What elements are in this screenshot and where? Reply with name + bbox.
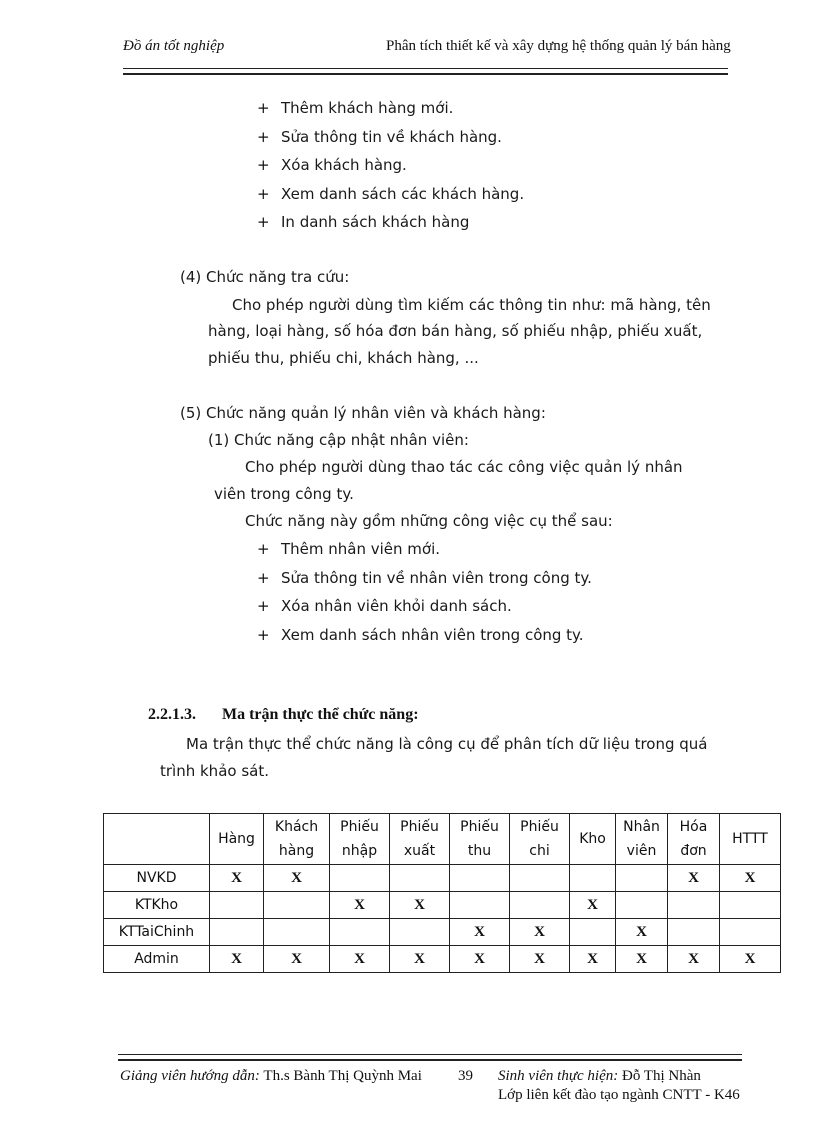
matrix-corner-cell: [104, 814, 210, 865]
plus-bullet-icon: +: [257, 625, 270, 644]
matrix-cell: [390, 919, 450, 946]
matrix-column-header: [264, 814, 330, 865]
matrix-cell: [510, 892, 570, 919]
matrix-intro-line: trình khảo sát.: [160, 762, 269, 780]
matrix-cell: X: [390, 892, 450, 919]
matrix-cell: [390, 865, 450, 892]
plus-bullet-icon: +: [257, 597, 270, 615]
list-item: Sửa thông tin về khách hàng.: [281, 127, 502, 146]
matrix-cell: [264, 919, 330, 946]
matrix-cell: [264, 892, 330, 919]
matrix-cell: X: [616, 946, 668, 973]
matrix-column-header-text: Hóa: [679, 819, 708, 835]
matrix-intro-line: Ma trận thực thể chức năng là công cụ để phân tích dữ liệu trong quá: [186, 735, 708, 753]
matrix-cell: X: [668, 946, 720, 973]
entity-function-matrix: [103, 813, 781, 973]
section-5-line: Cho phép người dùng thao tác các công việc quản lý nhân: [245, 458, 683, 476]
student-label: Sinh viên thực hiện:: [498, 1068, 619, 1084]
advisor-label: Giảng viên hướng dẫn:: [120, 1068, 260, 1084]
header-right-title: Phân tích thiết kế và xây dựng hệ thống quản lý bán hàng: [386, 38, 731, 54]
section-4-line: hàng, loại hàng, số hóa đơn bán hàng, số phiếu nhập, phiếu xuất,: [208, 322, 703, 340]
matrix-cell: [616, 865, 668, 892]
matrix-cell: X: [720, 865, 781, 892]
table-row: [104, 865, 781, 892]
matrix-cell: [720, 892, 781, 919]
matrix-cell: [570, 865, 616, 892]
matrix-column-header-text: Phiếu: [520, 819, 559, 835]
matrix-cell: X: [450, 946, 510, 973]
list-item: Xem danh sách các khách hàng.: [281, 184, 525, 203]
matrix-column-header-text: Khách: [274, 819, 319, 835]
matrix-cell: [510, 865, 570, 892]
matrix-cell: X: [264, 946, 330, 973]
matrix-cell: [668, 892, 720, 919]
advisor-name: Th.s Bành Thị Quỳnh Mai: [263, 1068, 422, 1084]
section-5-subtitle: (1) Chức năng cập nhật nhân viên:: [208, 431, 469, 449]
matrix-cell: X: [720, 946, 781, 973]
plus-bullet-icon: +: [257, 99, 270, 117]
matrix-column-header-text: thu: [467, 843, 492, 859]
section-5-line: Chức năng này gồm những công việc cụ thể sau:: [245, 512, 613, 530]
matrix-column-header-text: Nhân: [623, 819, 660, 835]
matrix-column-header: [450, 814, 510, 865]
matrix-column-header-text: Phiếu: [400, 819, 439, 835]
matrix-column-header: [390, 814, 450, 865]
matrix-column-header-text: chi: [529, 843, 550, 859]
matrix-cell: [210, 919, 264, 946]
plus-bullet-icon: +: [257, 127, 270, 146]
matrix-cell: X: [330, 946, 390, 973]
list-item: Xóa nhân viên khỏi danh sách.: [281, 597, 512, 615]
matrix-cell: X: [450, 919, 510, 946]
matrix-row-label: KTTaiChinh: [104, 919, 210, 946]
matrix-column-header: [616, 814, 668, 865]
section-5-title: (5) Chức năng quản lý nhân viên và khách hàng:: [180, 404, 546, 422]
matrix-cell: X: [264, 865, 330, 892]
matrix-column-header-text: Kho: [579, 831, 606, 847]
class-line: Lớp liên kết đào tạo ngành CNTT - K46: [498, 1087, 740, 1103]
section-4-title: (4) Chức năng tra cứu:: [180, 268, 350, 286]
plus-bullet-icon: +: [257, 213, 270, 231]
matrix-cell: [616, 892, 668, 919]
matrix-column-header-text: Phiếu: [460, 819, 499, 835]
matrix-column-header: [570, 814, 616, 865]
matrix-cell: X: [668, 865, 720, 892]
footer-advisor: [120, 1068, 422, 1085]
matrix-cell: [330, 865, 390, 892]
list-item: Sửa thông tin về nhân viên trong công ty.: [281, 568, 592, 587]
matrix-column-header-text: nhập: [341, 843, 378, 859]
matrix-section-number: 2.2.1.3.: [148, 706, 196, 723]
matrix-cell: [450, 892, 510, 919]
table-row: [104, 919, 781, 946]
matrix-column-header: [510, 814, 570, 865]
matrix-cell: X: [616, 919, 668, 946]
matrix-cell: [450, 865, 510, 892]
table-row: [104, 946, 781, 973]
matrix-row-label: KTKho: [104, 892, 210, 919]
list-item: Thêm nhân viên mới.: [281, 540, 441, 558]
matrix-row-label: Admin: [104, 946, 210, 973]
matrix-cell: X: [570, 892, 616, 919]
matrix-cell: X: [330, 892, 390, 919]
matrix-cell: [570, 919, 616, 946]
section-4-line: phiếu thu, phiếu chi, khách hàng, ...: [208, 349, 479, 367]
header-left-title: Đồ án tốt nghiệp: [123, 38, 225, 54]
matrix-cell: X: [510, 919, 570, 946]
matrix-row-label: NVKD: [104, 865, 210, 892]
matrix-column-header: [330, 814, 390, 865]
plus-bullet-icon: +: [257, 156, 270, 174]
matrix-cell: [330, 919, 390, 946]
matrix-column-header-text: Phiếu: [340, 819, 379, 835]
matrix-column-header-text: HTTT: [732, 831, 768, 847]
plus-bullet-icon: +: [257, 568, 270, 587]
matrix-cell: [720, 919, 781, 946]
matrix-column-header: [210, 814, 264, 865]
student-name: Đỗ Thị Nhàn: [621, 1068, 701, 1084]
matrix-column-header: [668, 814, 720, 865]
matrix-section-title: Ma trận thực thể chức năng:: [222, 706, 419, 723]
table-row: [104, 892, 781, 919]
matrix-cell: X: [570, 946, 616, 973]
header-rule: [123, 68, 728, 75]
section-5-line: viên trong công ty.: [214, 485, 354, 503]
list-item: In danh sách khách hàng: [281, 213, 470, 231]
section-4-line: Cho phép người dùng tìm kiếm các thông tin như: mã hàng, tên: [232, 296, 711, 314]
list-item: Xóa khách hàng.: [281, 156, 407, 174]
list-item: Xem danh sách nhân viên trong công ty.: [281, 625, 584, 644]
matrix-cell: X: [210, 865, 264, 892]
matrix-column-header-text: hàng: [278, 843, 315, 859]
matrix-column-header-text: Hàng: [218, 831, 255, 847]
matrix-header-row: [104, 814, 781, 865]
plus-bullet-icon: +: [257, 184, 270, 203]
matrix-column-header-text: viên: [626, 843, 657, 859]
matrix-cell: X: [210, 946, 264, 973]
page-number: 39: [458, 1068, 473, 1084]
matrix-column-header-text: xuất: [403, 843, 436, 859]
footer-rule: [118, 1054, 742, 1061]
list-item: Thêm khách hàng mới.: [281, 99, 454, 117]
matrix-cell: X: [390, 946, 450, 973]
matrix-column-header: [720, 814, 781, 865]
matrix-cell: X: [510, 946, 570, 973]
plus-bullet-icon: +: [257, 540, 270, 558]
footer-student: [498, 1068, 701, 1085]
matrix-cell: [668, 919, 720, 946]
matrix-column-header-text: đơn: [680, 843, 707, 859]
matrix-cell: [210, 892, 264, 919]
